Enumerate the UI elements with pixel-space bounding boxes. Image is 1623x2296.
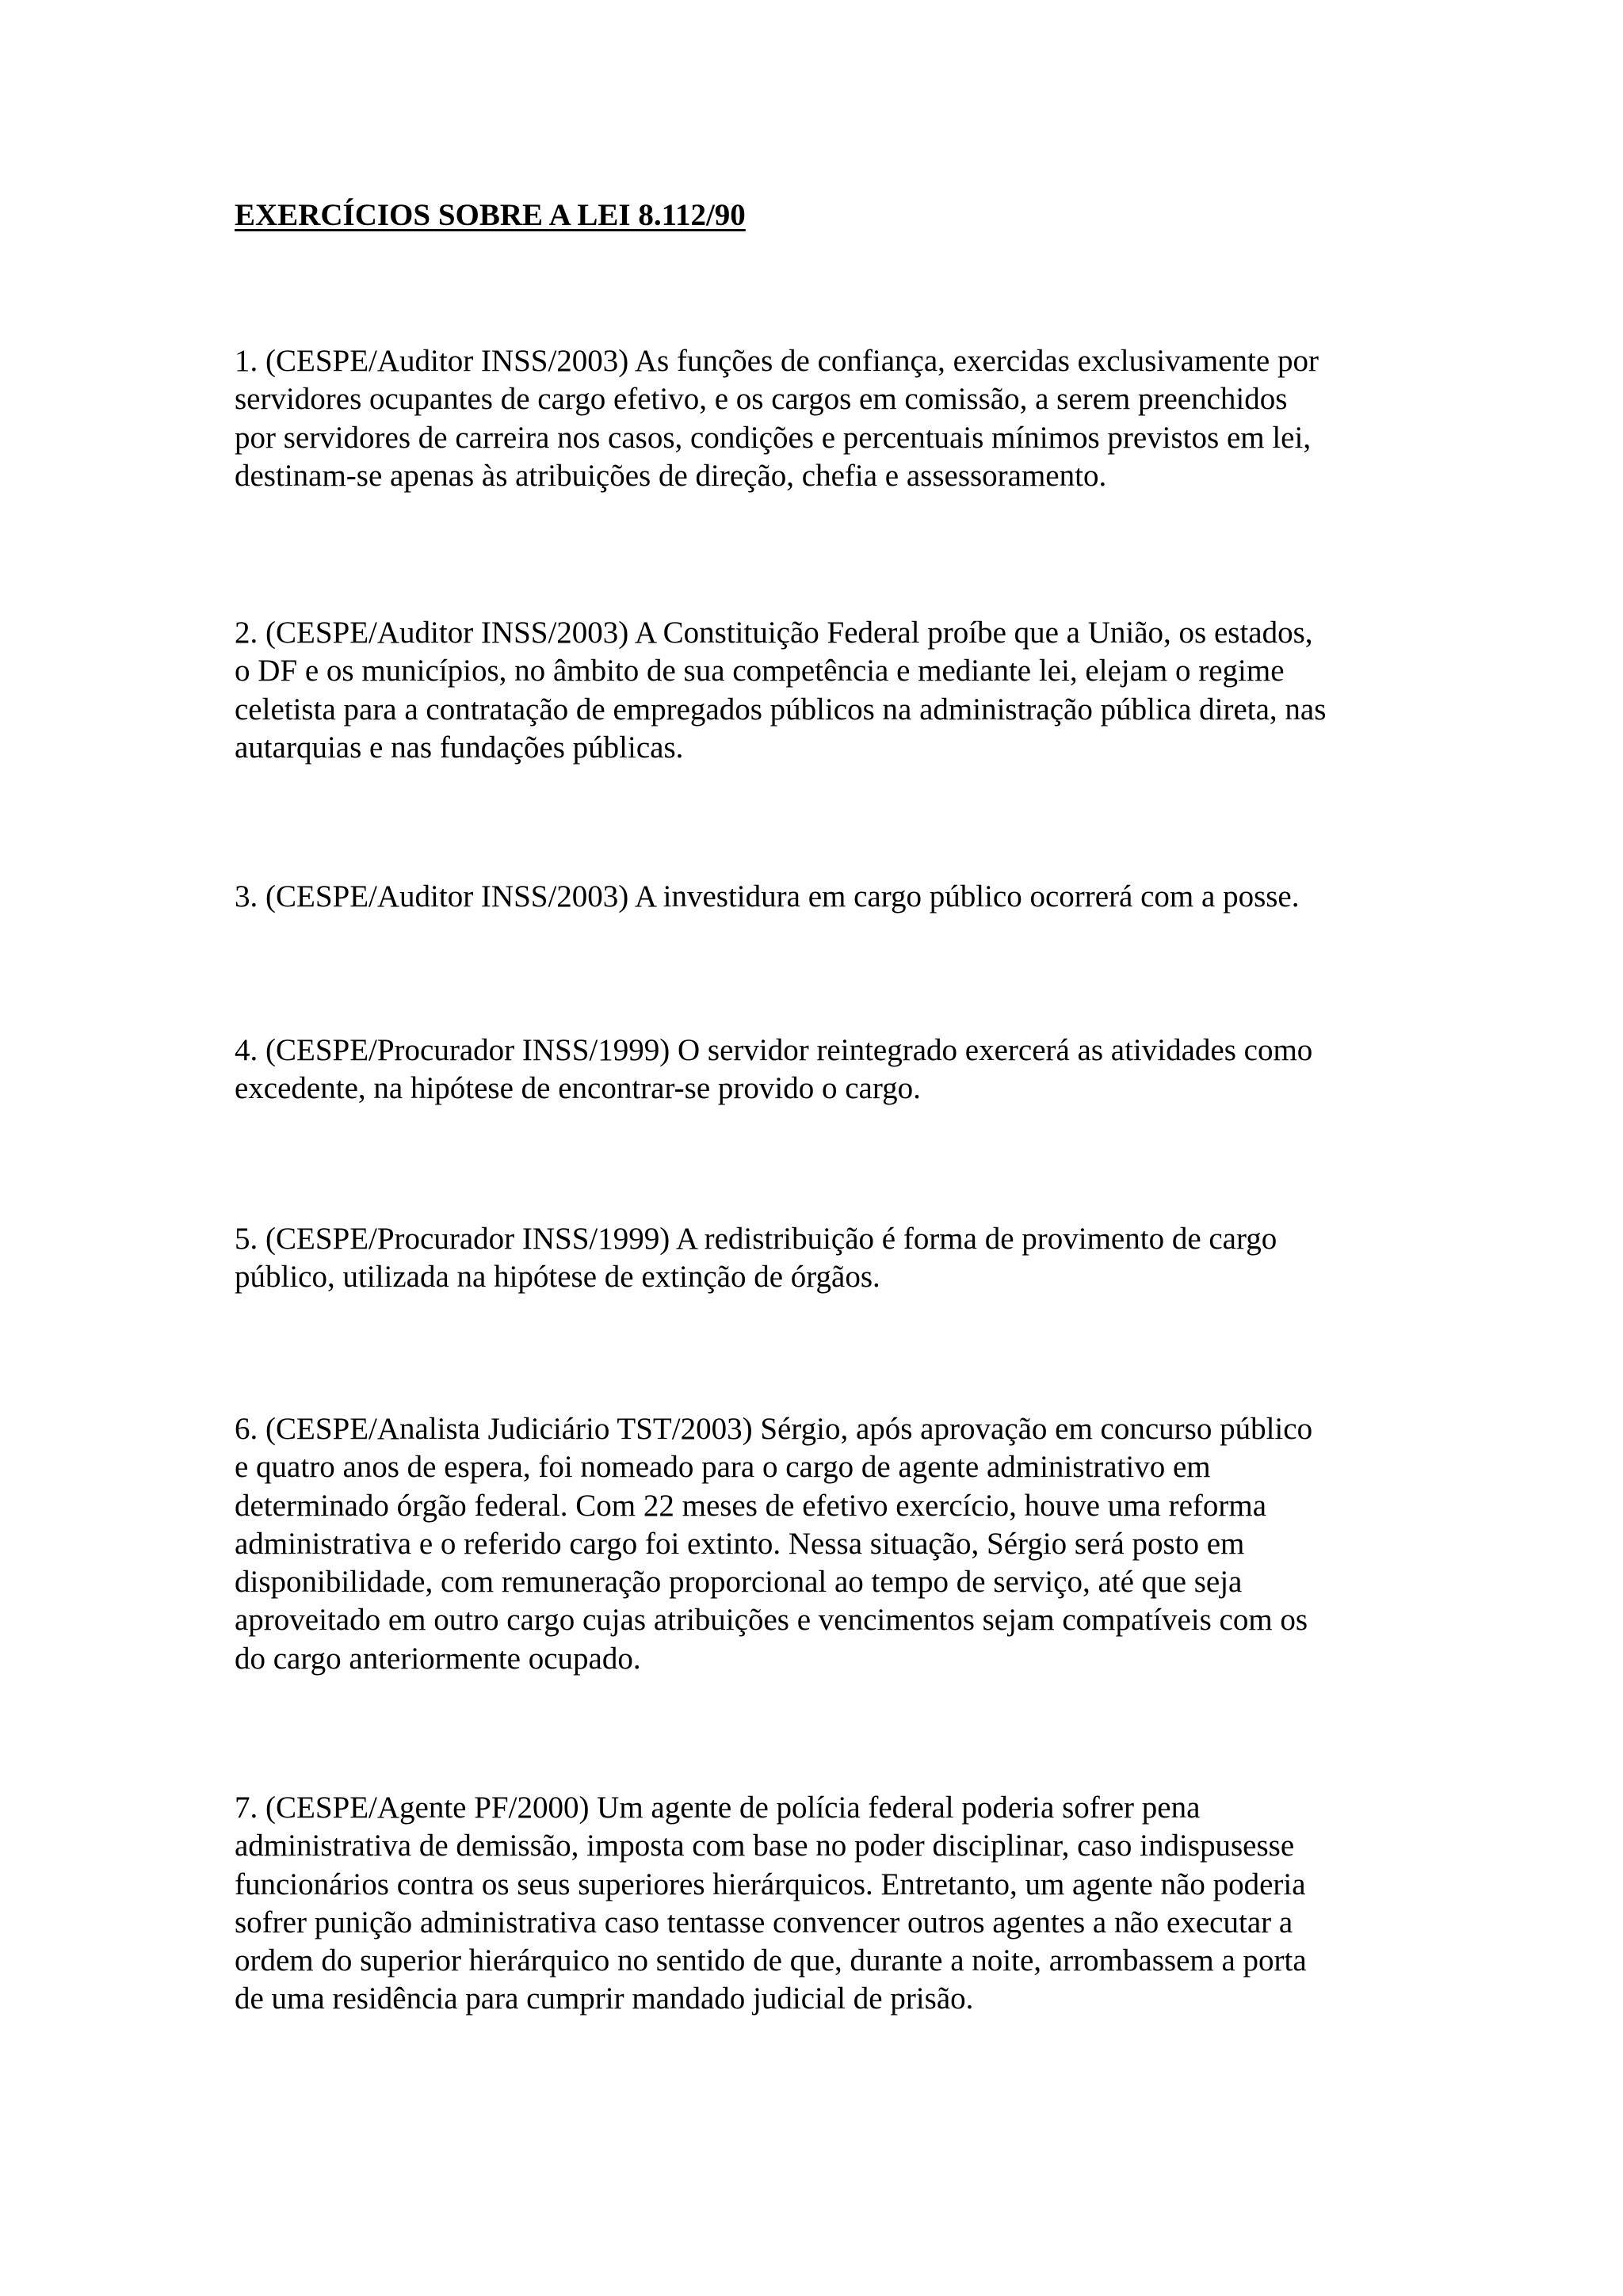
question-line: 1. (CESPE/Auditor INSS/2003) As funções de confiança, exercidas exclusivamente por bbox=[235, 344, 1319, 378]
question-line: disponibilidade, com remuneração proporcional ao tempo de serviço, até que seja bbox=[235, 1565, 1243, 1600]
question-line: determinado órgão federal. Com 22 meses de efetivo exercício, houve uma reforma bbox=[235, 1488, 1267, 1523]
question-line: funcionários contra os seus superiores hierárquicos. Entretanto, um agente não poderia bbox=[235, 1867, 1306, 1901]
question-line: 2. (CESPE/Auditor INSS/2003) A Constituição Federal proíbe que a União, os estados, bbox=[235, 616, 1313, 650]
question-line: 5. (CESPE/Procurador INSS/1999) A redistribuição é forma de provimento de cargo bbox=[235, 1222, 1277, 1256]
question-line: público, utilizada na hipótese de extinção de órgãos. bbox=[235, 1260, 880, 1295]
question-line: aproveitado em outro cargo cujas atribuições e vencimentos sejam compatíveis com os bbox=[235, 1603, 1308, 1638]
question-line: administrativa de demissão, imposta com base no poder disciplinar, caso indispusesse bbox=[235, 1829, 1295, 1863]
question-line: ordem do superior hierárquico no sentido de que, durante a noite, arrombassem a porta bbox=[235, 1943, 1307, 1978]
question-2 bbox=[235, 614, 1423, 767]
question-line: e quatro anos de espera, foi nomeado para o cargo de agente administrativo em bbox=[235, 1450, 1211, 1485]
question-3 bbox=[235, 878, 1423, 916]
question-line: autarquias e nas fundações públicas. bbox=[235, 730, 684, 765]
question-line: 3. (CESPE/Auditor INSS/2003) A investidura em cargo público ocorrerá com a posse. bbox=[235, 879, 1300, 913]
question-line: sofrer punição administrativa caso tentasse convencer outros agentes a não executar a bbox=[235, 1905, 1293, 1939]
question-line: celetista para a contratação de empregados públicos na administração pública direta, nas bbox=[235, 692, 1327, 727]
question-6 bbox=[235, 1410, 1423, 1678]
question-line: o DF e os municípios, no âmbito de sua competência e mediante lei, elejam o regime bbox=[235, 654, 1285, 688]
question-4 bbox=[235, 1032, 1423, 1108]
question-line: 4. (CESPE/Procurador INSS/1999) O servidor reintegrado exercerá as atividades como bbox=[235, 1033, 1313, 1067]
question-line: destinam-se apenas às atribuições de direção, chefia e assessoramento. bbox=[235, 458, 1107, 493]
question-1 bbox=[235, 342, 1423, 495]
question-7 bbox=[235, 1789, 1423, 2019]
question-line: 7. (CESPE/Agente PF/2000) Um agente de polícia federal poderia sofrer pena bbox=[235, 1791, 1201, 1825]
question-5 bbox=[235, 1220, 1423, 1297]
question-line: do cargo anteriormente ocupado. bbox=[235, 1641, 641, 1676]
document-title: EXERCÍCIOS SOBRE A LEI 8.112/90 bbox=[235, 198, 746, 232]
question-line: por servidores de carreira nos casos, condições e percentuais mínimos previstos em lei, bbox=[235, 420, 1312, 455]
question-line: servidores ocupantes de cargo efetivo, e os cargos em comissão, a serem preenchidos bbox=[235, 382, 1288, 417]
question-line: 6. (CESPE/Analista Judiciário TST/2003) Sérgio, após aprovação em concurso público bbox=[235, 1412, 1313, 1446]
question-line: administrativa e o referido cargo foi extinto. Nessa situação, Sérgio será posto em bbox=[235, 1526, 1245, 1561]
question-line: excedente, na hipótese de encontrar-se provido o cargo. bbox=[235, 1071, 921, 1106]
question-line: de uma residência para cumprir mandado judicial de prisão. bbox=[235, 1981, 974, 2016]
